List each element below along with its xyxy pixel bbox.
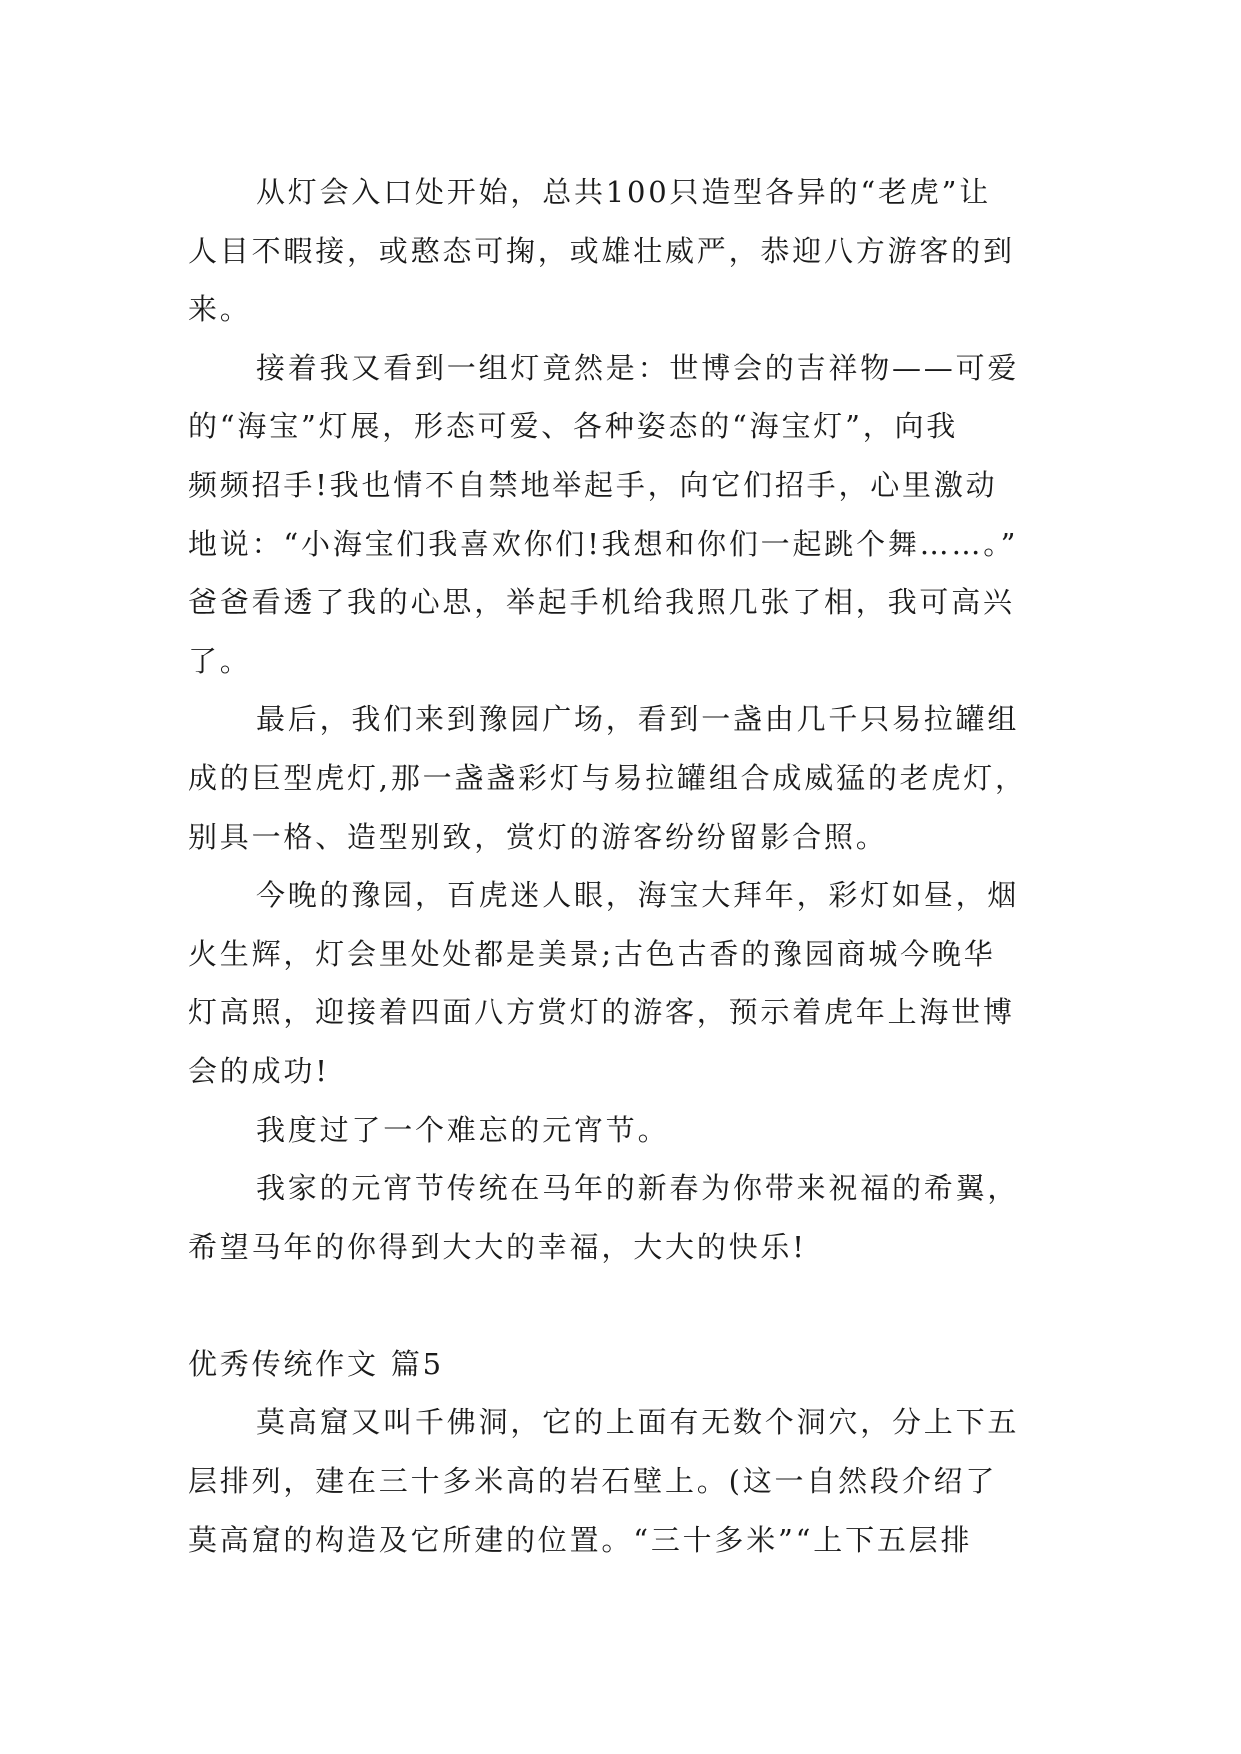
text-line: 的“海宝”灯展，形态可爱、各种姿态的“海宝灯”，向我 [188, 409, 959, 444]
text-line: 最后，我们来到豫园广场，看到一盏由几千只易拉罐组 [256, 702, 1020, 737]
text-line: 莫高窟的构造及它所建的位置。“三十多米”“上下五层排 [188, 1522, 973, 1557]
text-line: 火生辉，灯会里处处都是美景;古色古香的豫园商城今晚华 [188, 936, 996, 971]
text-line: 莫高窟又叫千佛洞，它的上面有无数个洞穴，分上下五 [256, 1405, 1020, 1440]
text-line: 来。 [188, 292, 252, 327]
text-line: 希望马年的你得到大大的幸福，大大的快乐! [188, 1229, 807, 1264]
text-line: 层排列，建在三十多米高的岩石壁上。(这一自然段介绍了 [188, 1464, 998, 1499]
text-line: 会的成功! [188, 1053, 330, 1088]
text-line: 爸爸看透了我的心思，举起手机给我照几张了相，我可高兴 [188, 585, 1015, 620]
text-line: 频频招手!我也情不自禁地举起手，向它们招手，心里激动 [188, 467, 998, 502]
text-line: 地说：“小海宝们我喜欢你们!我想和你们一起跳个舞……。” [188, 526, 1019, 561]
document-body [188, 163, 1058, 1569]
text-line: 从灯会入口处开始，总共100只造型各异的“老虎”让 [256, 175, 992, 209]
text-line: 今晚的豫园，百虎迷人眼，海宝大拜年，彩灯如昼，烟 [256, 878, 1020, 913]
text-line: 人目不暇接，或憨态可掬，或雄壮威严，恭迎八方游客的到 [188, 233, 1015, 268]
essay-text-part2 [188, 1393, 1058, 1569]
essay-text-part1 [188, 163, 1058, 1276]
text-line: 接着我又看到一组灯竟然是：世博会的吉祥物——可爱 [256, 350, 1020, 385]
text-line: 成的巨型虎灯,那一盏盏彩灯与易拉罐组合成威猛的老虎灯， [188, 760, 1027, 795]
text-line: 我度过了一个难忘的元宵节。 [256, 1112, 670, 1147]
section-gap [188, 1276, 1058, 1335]
text-line: 别具一格、造型别致，赏灯的游客纷纷留影合照。 [188, 819, 888, 854]
text-line: 了。 [188, 643, 252, 678]
section-heading: 优秀传统作文 篇5 [188, 1346, 444, 1381]
text-line: 我家的元宵节传统在马年的新春为你带来祝福的希翼， [256, 1171, 1020, 1206]
text-line: 灯高照，迎接着四面八方赏灯的游客，预示着虎年上海世博 [188, 995, 1015, 1030]
